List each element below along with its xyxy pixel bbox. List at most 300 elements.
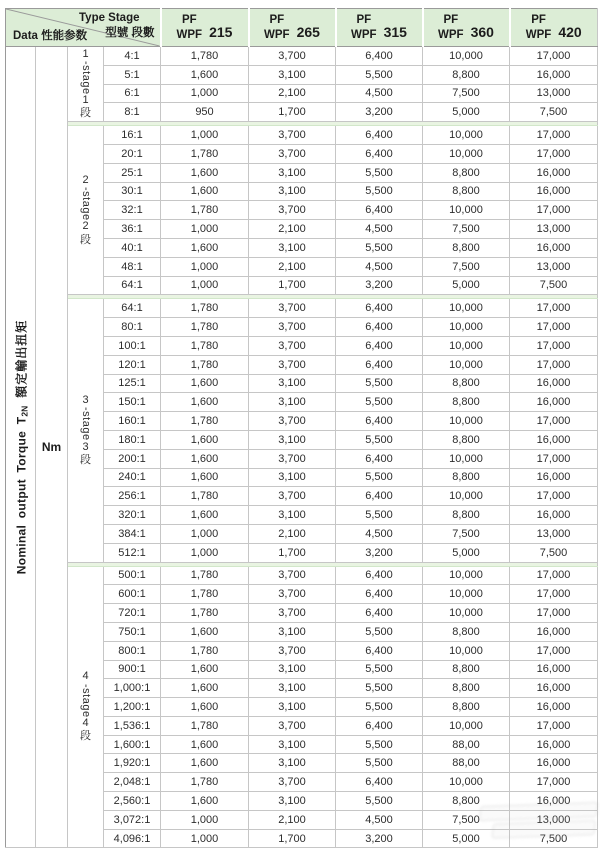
gear-ratio-cell: 720:1 [104,604,161,623]
stage-word: -stage [80,60,93,95]
torque-value-cell: 2,100 [249,84,336,103]
torque-value-cell: 3,100 [249,698,336,717]
torque-value-cell: 3,700 [249,716,336,735]
torque-value-cell: 3,700 [249,487,336,506]
stage-number-cjk: 3 [82,440,89,453]
torque-value-cell: 1,780 [161,487,249,506]
torque-value-cell: 1,000 [161,829,249,848]
stage-word: -stage [80,186,93,221]
torque-value-cell: 3,100 [249,163,336,182]
torque-value-cell: 3,700 [249,318,336,337]
torque-value-cell: 8,800 [423,660,510,679]
torque-value-cell: 1,600 [161,393,249,412]
torque-value-cell: 6,400 [336,201,423,220]
gear-ratio-cell: 125:1 [104,374,161,393]
torque-value-cell: 3,700 [249,412,336,431]
torque-value-cell: 17,000 [510,773,598,792]
stage-group-label-cell [68,47,104,122]
torque-value-cell: 1,600 [161,430,249,449]
torque-value-cell: 3,700 [249,641,336,660]
torque-value-cell: 1,780 [161,412,249,431]
table-body [6,47,598,848]
table-row [6,126,598,145]
torque-value-cell: 1,000 [161,126,249,145]
torque-value-cell: 1,780 [161,566,249,585]
gear-ratio-cell: 150:1 [104,393,161,412]
torque-value-cell: 6,400 [336,641,423,660]
gear-ratio-cell: 160:1 [104,412,161,431]
torque-value-cell: 3,100 [249,506,336,525]
stage-suffix-cjk: 段 [80,453,91,466]
torque-value-cell: 6,400 [336,773,423,792]
torque-value-cell: 8,800 [423,506,510,525]
torque-value-cell: 1,600 [161,506,249,525]
torque-value-cell: 6,400 [336,412,423,431]
stage-group-label [68,48,103,121]
torque-value-cell: 5,500 [336,468,423,487]
torque-value-cell: 1,780 [161,604,249,623]
torque-value-cell: 16,000 [510,238,598,257]
torque-value-cell: 6,400 [336,336,423,355]
brand-pf: PF [443,14,459,27]
torque-value-cell: 16,000 [510,679,598,698]
torque-value-cell: 16,000 [510,506,598,525]
torque-value-cell: 10,000 [423,604,510,623]
torque-value-cell: 3,700 [249,47,336,66]
brand-pf: PF [269,14,285,27]
gear-ratio-cell: 2,560:1 [104,792,161,811]
gear-ratio-cell: 200:1 [104,449,161,468]
torque-value-cell: 6,400 [336,355,423,374]
torque-value-cell: 2,100 [249,220,336,239]
gear-ratio-cell: 25:1 [104,163,161,182]
torque-value-cell: 2,100 [249,524,336,543]
type-stage-label-cjk: 型號 段數 [105,26,155,39]
torque-value-cell: 3,100 [249,238,336,257]
torque-value-cell: 10,000 [423,318,510,337]
gear-ratio-cell: 1,200:1 [104,698,161,717]
torque-value-cell: 8,800 [423,792,510,811]
nominal-torque-label [12,320,29,575]
torque-value-cell: 7,500 [423,84,510,103]
data-label: Data 性能参数 [13,30,88,42]
table-row [6,566,598,585]
torque-value-cell: 17,000 [510,566,598,585]
gear-ratio-cell: 64:1 [104,299,161,318]
torque-value-cell: 1,700 [249,829,336,848]
torque-value-cell: 16,000 [510,792,598,811]
torque-value-cell: 3,700 [249,201,336,220]
torque-value-cell: 17,000 [510,126,598,145]
gear-ratio-cell: 20:1 [104,144,161,163]
gear-ratio-cell: 16:1 [104,126,161,145]
torque-value-cell: 1,000 [161,276,249,295]
torque-value-cell: 16,000 [510,754,598,773]
torque-value-cell: 10,000 [423,449,510,468]
torque-value-cell: 1,780 [161,318,249,337]
torque-value-cell: 5,500 [336,754,423,773]
torque-value-cell: 4,500 [336,810,423,829]
gear-ratio-cell: 30:1 [104,182,161,201]
torque-value-cell: 16,000 [510,698,598,717]
torque-value-cell: 16,000 [510,65,598,84]
brand-wpf: WPF [438,28,464,41]
torque-value-cell: 8,800 [423,374,510,393]
torque-label-subscript: 2N [19,405,29,417]
torque-value-cell: 6,400 [336,585,423,604]
column-header-pf265 [249,9,336,47]
stage-group-label-cell [68,566,104,848]
corner-type-labels [79,11,155,41]
torque-value-cell: 10,000 [423,355,510,374]
gear-ratio-cell: 500:1 [104,566,161,585]
gear-ratio-cell: 4:1 [104,47,161,66]
torque-value-cell: 2,100 [249,810,336,829]
gear-ratio-cell: 4,096:1 [104,829,161,848]
torque-value-cell: 8,800 [423,238,510,257]
torque-value-cell: 1,000 [161,524,249,543]
torque-value-cell: 3,700 [249,144,336,163]
torque-value-cell: 1,000 [161,257,249,276]
stage-suffix-cjk: 段 [80,730,91,743]
torque-value-cell: 17,000 [510,201,598,220]
torque-value-cell: 8,800 [423,393,510,412]
torque-value-cell: 3,700 [249,773,336,792]
torque-value-cell: 10,000 [423,716,510,735]
torque-value-cell: 3,700 [249,126,336,145]
torque-value-cell: 10,000 [423,585,510,604]
torque-value-cell: 3,200 [336,103,423,122]
torque-value-cell: 10,000 [423,299,510,318]
torque-value-cell: 5,500 [336,393,423,412]
torque-value-cell: 8,800 [423,163,510,182]
torque-value-cell: 10,000 [423,201,510,220]
gear-ratio-cell: 600:1 [104,585,161,604]
gear-ratio-cell: 36:1 [104,220,161,239]
gear-ratio-cell: 64:1 [104,276,161,295]
gear-ratio-cell: 750:1 [104,622,161,641]
torque-value-cell: 1,600 [161,735,249,754]
torque-value-cell: 1,000 [161,543,249,562]
torque-value-cell: 6,400 [336,716,423,735]
size-number: 420 [558,24,582,40]
torque-value-cell: 1,700 [249,543,336,562]
torque-value-cell: 88,00 [423,754,510,773]
torque-value-cell: 3,100 [249,468,336,487]
brand-wpf: WPF [525,28,552,41]
gear-ratio-cell: 120:1 [104,355,161,374]
torque-value-cell: 16,000 [510,374,598,393]
torque-value-cell: 3,700 [249,585,336,604]
torque-value-cell: 1,600 [161,238,249,257]
stage-number: 1 [82,47,89,60]
gear-ratio-cell: 2,048:1 [104,773,161,792]
stage-group-label-cell [68,299,104,562]
torque-value-cell: 3,100 [249,182,336,201]
torque-value-cell: 17,000 [510,585,598,604]
torque-value-cell: 6,400 [336,604,423,623]
torque-value-cell: 8,800 [423,65,510,84]
torque-value-cell: 16,000 [510,468,598,487]
nominal-torque-axis-cell [6,47,36,848]
column-header-pf360 [423,9,510,47]
torque-value-cell: 3,100 [249,622,336,641]
torque-value-cell: 10,000 [423,641,510,660]
gear-ratio-cell: 40:1 [104,238,161,257]
stage-group-label-cell [68,126,104,295]
torque-value-cell: 16,000 [510,182,598,201]
gear-ratio-cell: 5:1 [104,65,161,84]
stage-word: -stage [80,407,93,441]
torque-value-cell: 6,400 [336,144,423,163]
torque-value-cell: 1,780 [161,336,249,355]
torque-value-cell: 3,700 [249,299,336,318]
torque-value-cell: 4,500 [336,84,423,103]
torque-value-cell: 1,600 [161,163,249,182]
torque-value-cell: 17,000 [510,318,598,337]
torque-value-cell: 3,100 [249,660,336,679]
torque-value-cell: 8,800 [423,679,510,698]
torque-value-cell: 88,00 [423,735,510,754]
torque-value-cell: 7,500 [510,543,598,562]
torque-value-cell: 6,400 [336,449,423,468]
column-header-pf315 [336,9,423,47]
torque-value-cell: 8,800 [423,622,510,641]
torque-value-cell: 5,500 [336,698,423,717]
brand-wpf: WPF [351,28,377,41]
torque-value-cell: 16,000 [510,430,598,449]
torque-value-cell: 16,000 [510,163,598,182]
size-number: 215 [209,24,233,40]
unit-cell: Nm [36,47,68,848]
stage-number-cjk: 4 [82,717,89,730]
torque-value-cell: 5,000 [423,829,510,848]
header-row [6,9,598,47]
torque-value-cell: 1,700 [249,103,336,122]
torque-value-cell: 3,700 [249,336,336,355]
torque-value-cell: 1,600 [161,65,249,84]
torque-value-cell: 950 [161,103,249,122]
column-header-pf215 [161,9,249,47]
brand-wpf: WPF [264,28,290,41]
torque-value-cell: 8,800 [423,182,510,201]
torque-value-cell: 1,000 [161,810,249,829]
torque-value-cell: 10,000 [423,412,510,431]
torque-value-cell: 1,700 [249,276,336,295]
gear-ratio-cell: 32:1 [104,201,161,220]
stage-number-cjk: 2 [82,220,89,233]
gear-ratio-cell: 1,920:1 [104,754,161,773]
torque-spec-table [5,8,598,848]
torque-value-cell: 5,500 [336,792,423,811]
torque-value-cell: 10,000 [423,773,510,792]
torque-value-cell: 1,600 [161,792,249,811]
torque-value-cell: 1,780 [161,585,249,604]
torque-value-cell: 17,000 [510,355,598,374]
gear-ratio-cell: 1,536:1 [104,716,161,735]
torque-value-cell: 3,200 [336,276,423,295]
torque-value-cell: 3,100 [249,430,336,449]
torque-value-cell: 3,700 [249,566,336,585]
torque-value-cell: 8,800 [423,698,510,717]
gear-ratio-cell: 240:1 [104,468,161,487]
gear-ratio-cell: 900:1 [104,660,161,679]
stage-word: -stage [80,683,93,718]
torque-value-cell: 4,500 [336,257,423,276]
torque-value-cell: 5,500 [336,506,423,525]
stage-group-label [68,670,103,743]
torque-value-cell: 7,500 [423,810,510,829]
torque-value-cell: 3,100 [249,679,336,698]
torque-value-cell: 3,700 [249,355,336,374]
table-row [6,47,598,66]
torque-value-cell: 1,780 [161,355,249,374]
torque-value-cell: 1,600 [161,660,249,679]
gear-ratio-cell: 1,000:1 [104,679,161,698]
torque-value-cell: 4,500 [336,220,423,239]
torque-value-cell: 3,100 [249,393,336,412]
gear-ratio-cell: 320:1 [104,506,161,525]
gear-ratio-cell: 180:1 [104,430,161,449]
torque-value-cell: 4,500 [336,524,423,543]
torque-value-cell: 17,000 [510,299,598,318]
torque-value-cell: 6,400 [336,487,423,506]
brand-pf: PF [356,14,372,27]
stage-number: 3 [82,393,89,406]
torque-value-cell: 6,400 [336,47,423,66]
torque-value-cell: 17,000 [510,449,598,468]
torque-value-cell: 6,400 [336,566,423,585]
torque-value-cell: 2,100 [249,257,336,276]
torque-value-cell: 3,200 [336,543,423,562]
torque-value-cell: 7,500 [510,103,598,122]
brand-wpf: WPF [176,28,203,41]
torque-value-cell: 1,000 [161,84,249,103]
stage-suffix-cjk: 段 [80,107,91,120]
torque-value-cell: 17,000 [510,641,598,660]
torque-value-cell: 13,000 [510,257,598,276]
table-row [6,299,598,318]
size-number: 360 [470,24,494,40]
torque-value-cell: 8,800 [423,430,510,449]
torque-value-cell: 1,600 [161,374,249,393]
torque-value-cell: 5,000 [423,103,510,122]
torque-value-cell: 16,000 [510,735,598,754]
torque-value-cell: 7,500 [510,276,598,295]
torque-value-cell: 13,000 [510,220,598,239]
torque-value-cell: 3,200 [336,829,423,848]
torque-value-cell: 1,780 [161,47,249,66]
stage-group-label [68,394,103,467]
torque-value-cell: 10,000 [423,126,510,145]
torque-value-cell: 13,000 [510,810,598,829]
torque-value-cell: 10,000 [423,566,510,585]
torque-value-cell: 16,000 [510,393,598,412]
torque-value-cell: 5,500 [336,660,423,679]
gear-ratio-cell: 80:1 [104,318,161,337]
gear-ratio-cell: 1,600:1 [104,735,161,754]
torque-value-cell: 5,500 [336,163,423,182]
torque-value-cell: 1,600 [161,468,249,487]
torque-value-cell: 7,500 [510,829,598,848]
torque-value-cell: 3,100 [249,65,336,84]
torque-value-cell: 17,000 [510,412,598,431]
brand-pf: PF [181,14,197,27]
torque-value-cell: 6,400 [336,299,423,318]
torque-value-cell: 5,500 [336,622,423,641]
torque-value-cell: 5,500 [336,238,423,257]
size-number: 315 [383,24,407,40]
torque-value-cell: 17,000 [510,604,598,623]
torque-value-cell: 3,100 [249,735,336,754]
gear-ratio-cell: 384:1 [104,524,161,543]
torque-value-cell: 7,500 [423,524,510,543]
torque-value-cell: 5,500 [336,430,423,449]
torque-value-cell: 10,000 [423,336,510,355]
torque-value-cell: 5,000 [423,276,510,295]
torque-value-cell: 5,500 [336,374,423,393]
torque-value-cell: 17,000 [510,47,598,66]
stage-number-cjk: 1 [82,94,89,107]
torque-value-cell: 6,400 [336,126,423,145]
torque-value-cell: 7,500 [423,220,510,239]
torque-value-cell: 1,600 [161,182,249,201]
torque-value-cell: 1,780 [161,299,249,318]
column-header-pf420 [510,9,598,47]
torque-value-cell: 5,500 [336,182,423,201]
gear-ratio-cell: 512:1 [104,543,161,562]
torque-value-cell: 10,000 [423,144,510,163]
torque-value-cell: 8,800 [423,468,510,487]
torque-value-cell: 3,100 [249,754,336,773]
torque-value-cell: 1,780 [161,144,249,163]
torque-value-cell: 1,600 [161,449,249,468]
torque-label-en: Nominal output Torque T [14,416,28,575]
torque-value-cell: 3,700 [249,449,336,468]
stage-number: 4 [82,670,89,683]
torque-value-cell: 5,500 [336,679,423,698]
torque-value-cell: 1,780 [161,716,249,735]
torque-value-cell: 1,780 [161,773,249,792]
gear-ratio-cell: 6:1 [104,84,161,103]
gear-ratio-cell: 800:1 [104,641,161,660]
gear-ratio-cell: 256:1 [104,487,161,506]
torque-value-cell: 1,600 [161,698,249,717]
type-stage-label: Type Stage [79,12,140,24]
torque-value-cell: 10,000 [423,47,510,66]
stage-number: 2 [82,173,89,186]
torque-value-cell: 1,780 [161,201,249,220]
torque-value-cell: 1,780 [161,641,249,660]
torque-value-cell: 5,500 [336,65,423,84]
corner-header-cell [6,9,161,47]
torque-value-cell: 1,600 [161,679,249,698]
torque-value-cell: 10,000 [423,487,510,506]
torque-value-cell: 13,000 [510,84,598,103]
torque-value-cell: 5,000 [423,543,510,562]
brand-pf: PF [531,14,546,27]
torque-label-cjk: 額定輸出扭矩 [14,319,28,398]
torque-value-cell: 17,000 [510,336,598,355]
gear-ratio-cell: 48:1 [104,257,161,276]
torque-value-cell: 13,000 [510,524,598,543]
stage-suffix-cjk: 段 [80,233,91,246]
torque-value-cell: 17,000 [510,716,598,735]
torque-value-cell: 1,000 [161,220,249,239]
torque-value-cell: 1,600 [161,622,249,641]
gear-ratio-cell: 3,072:1 [104,810,161,829]
torque-value-cell: 7,500 [423,257,510,276]
